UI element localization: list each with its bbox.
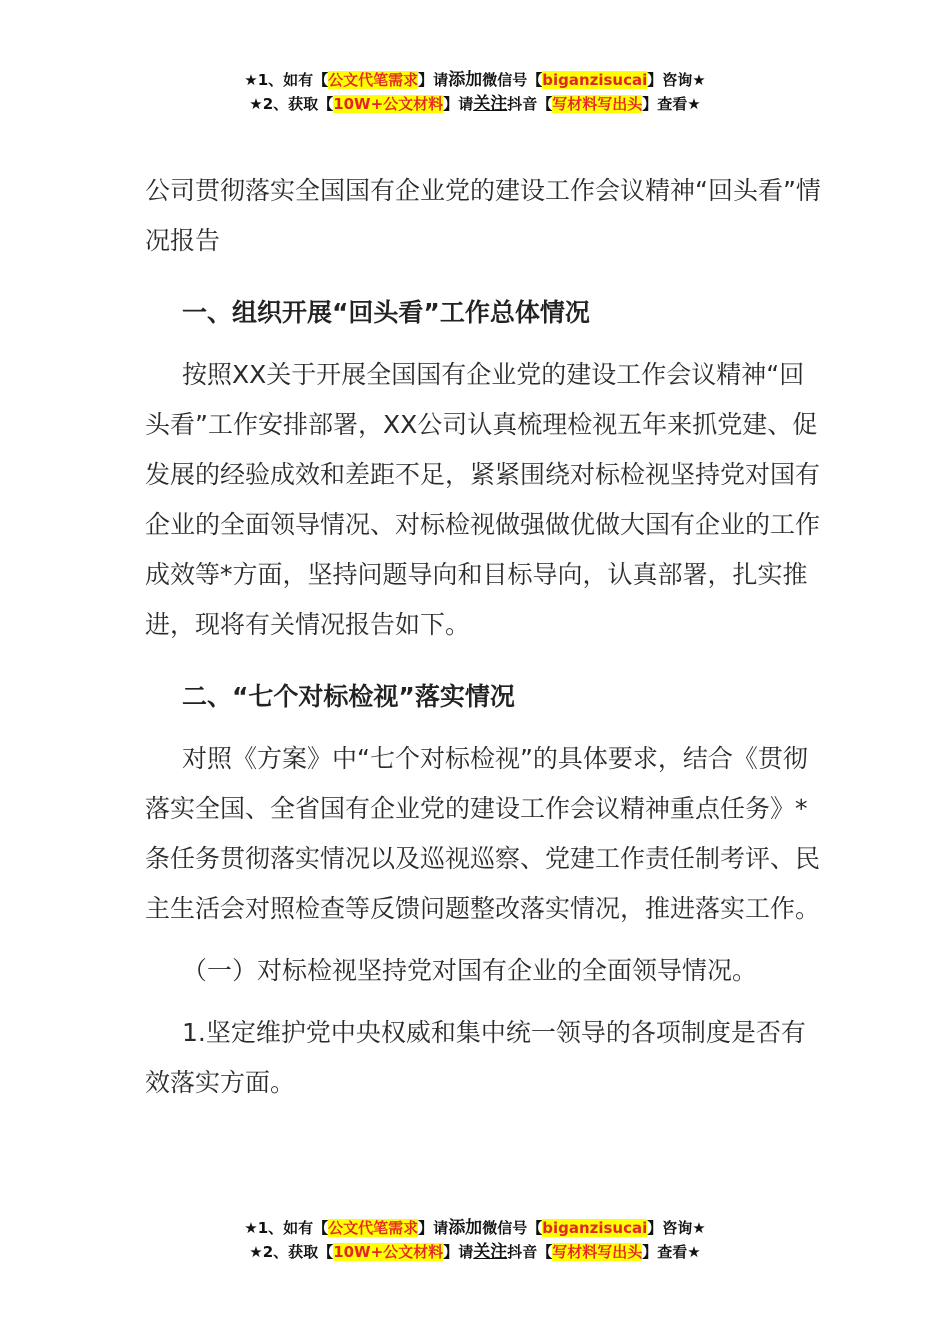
footer-banner-line-1: ★1、如有【公文代笔需求】请添加微信号【biganzisucai】咨询★ [244,1218,706,1238]
section-1-paragraph: 按照XX关于开展全国国有企业党的建设工作会议精神“回头看”工作安排部署，XX公司认真梳理检视五年来抓党建、促发展的经验成效和差距不足，紧紧围绕对标检视坚持党对国有企业的全面领导情况、对标检视做强做优做大国有企业的工作成效等*方面，坚持问题导向和目标导向，认真部署，扎实推进，现将有关情况报告如下。 [145,360,821,639]
highlight-materials: 10W+公文材料 [333,95,444,113]
section-1-heading: 一、组织开展“回头看”工作总体情况 [182,298,590,327]
section-2-heading: 二、“七个对标检视”落实情况 [182,682,515,711]
document-title: 公司贯彻落实全国国有企业党的建设工作会议精神“回头看”情况报告 [145,176,821,255]
item-1-paragraph: 1.坚定维护党中央权威和集中统一领导的各项制度是否有效落实方面。 [145,1018,806,1097]
highlight-douyin: 写材料写出头 [552,1243,643,1261]
header-banner [0,68,950,116]
highlight-materials: 10W+公文材料 [333,1243,444,1261]
highlight-wechat-id: biganzisucai [542,71,648,89]
footer-banner-line-2: ★2、获取【10W+公文材料】请关注抖音【写材料写出头】查看★ [249,1242,701,1262]
highlight-service: 公文代笔需求 [328,1219,419,1237]
highlight-service: 公文代笔需求 [328,71,419,89]
document-body [145,166,825,1108]
section-2-paragraph: 对照《方案》中“七个对标检视”的具体要求，结合《贯彻落实全国、全省国有企业党的建设工作会议精神重点任务》*条任务贯彻落实情况以及巡视巡察、党建工作责任制考评、民主生活会对照检查等反馈问题整改落实情况，推进落实工作。 [145,744,821,923]
footer-banner [0,1216,950,1264]
banner-line-1: ★1、如有【公文代笔需求】请添加微信号【biganzisucai】咨询★ [244,70,706,90]
highlight-wechat-id: biganzisucai [542,1219,648,1237]
highlight-douyin: 写材料写出头 [552,95,643,113]
banner-line-2: ★2、获取【10W+公文材料】请关注抖音【写材料写出头】查看★ [249,94,701,114]
subsection-1-heading: （一）对标检视坚持党对国有企业的全面领导情况。 [182,956,758,985]
